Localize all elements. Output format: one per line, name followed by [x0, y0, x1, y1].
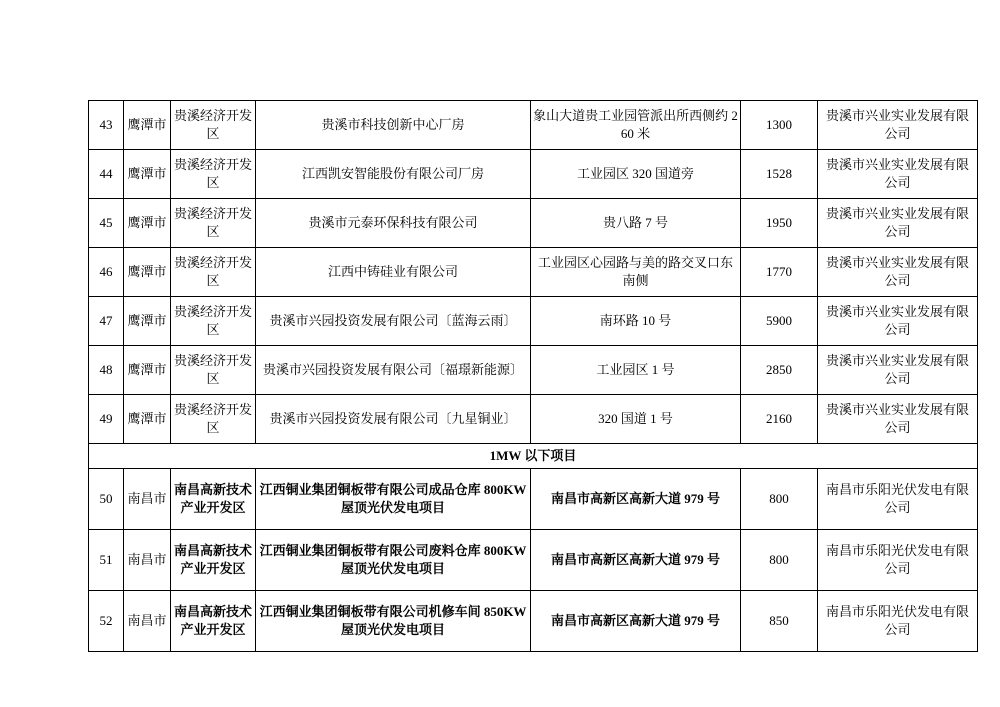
cell-zone: 贵溪经济开发区: [171, 101, 256, 150]
cell-company: 贵溪市兴业实业发展有限公司: [818, 297, 978, 346]
table-row: [89, 248, 978, 297]
table-row: [89, 529, 978, 590]
cell-city: 鹰潭市: [124, 101, 171, 150]
cell-capacity: 850: [741, 590, 818, 651]
cell-project-name: 江西凯安智能股份有限公司厂房: [256, 150, 531, 199]
cell-capacity: 2160: [741, 395, 818, 444]
table-row: [89, 468, 978, 529]
table-row: [89, 199, 978, 248]
cell-zone: 南昌高新技术产业开发区: [171, 468, 256, 529]
section-header-label: 1MW 以下项目: [89, 444, 978, 469]
cell-project-name: 贵溪市科技创新中心厂房: [256, 101, 531, 150]
table-row: [89, 395, 978, 444]
cell-capacity: 2850: [741, 346, 818, 395]
cell-address: 南昌市高新区高新大道 979 号: [531, 529, 741, 590]
cell-zone: 贵溪经济开发区: [171, 395, 256, 444]
cell-city: 鹰潭市: [124, 395, 171, 444]
cell-company: 南昌市乐阳光伏发电有限公司: [818, 468, 978, 529]
cell-project-name: 贵溪市兴园投资发展有限公司〔蓝海云雨〕: [256, 297, 531, 346]
cell-zone: 贵溪经济开发区: [171, 248, 256, 297]
cell-project-name: 贵溪市元泰环保科技有限公司: [256, 199, 531, 248]
cell-no: 45: [89, 199, 124, 248]
cell-capacity: 5900: [741, 297, 818, 346]
cell-address: 工业园区 1 号: [531, 346, 741, 395]
cell-project-name: 贵溪市兴园投资发展有限公司〔九星铜业〕: [256, 395, 531, 444]
cell-no: 50: [89, 468, 124, 529]
cell-company: 南昌市乐阳光伏发电有限公司: [818, 529, 978, 590]
cell-city: 南昌市: [124, 468, 171, 529]
cell-city: 鹰潭市: [124, 297, 171, 346]
cell-project-name: 贵溪市兴园投资发展有限公司〔福璟新能源〕: [256, 346, 531, 395]
cell-address: 南昌市高新区高新大道 979 号: [531, 468, 741, 529]
cell-company: 贵溪市兴业实业发展有限公司: [818, 101, 978, 150]
cell-project-name: 江西铜业集团铜板带有限公司机修车间 850KW 屋顶光伏发电项目: [256, 590, 531, 651]
cell-no: 44: [89, 150, 124, 199]
cell-no: 52: [89, 590, 124, 651]
cell-capacity: 800: [741, 468, 818, 529]
table-row: [89, 150, 978, 199]
cell-zone: 贵溪经济开发区: [171, 199, 256, 248]
cell-no: 51: [89, 529, 124, 590]
cell-address: 象山大道贵工业园管派出所西侧约 260 米: [531, 101, 741, 150]
cell-no: 43: [89, 101, 124, 150]
project-table-container: [88, 100, 969, 652]
cell-address: 南昌市高新区高新大道 979 号: [531, 590, 741, 651]
cell-project-name: 江西中铸硅业有限公司: [256, 248, 531, 297]
cell-no: 46: [89, 248, 124, 297]
cell-zone: 南昌高新技术产业开发区: [171, 529, 256, 590]
table-row: [89, 297, 978, 346]
section-header-row: [89, 444, 978, 469]
cell-city: 鹰潭市: [124, 150, 171, 199]
cell-company: 贵溪市兴业实业发展有限公司: [818, 150, 978, 199]
table-row: [89, 346, 978, 395]
cell-city: 南昌市: [124, 529, 171, 590]
cell-city: 鹰潭市: [124, 199, 171, 248]
table-row: [89, 101, 978, 150]
cell-no: 49: [89, 395, 124, 444]
cell-company: 贵溪市兴业实业发展有限公司: [818, 248, 978, 297]
cell-address: 贵八路 7 号: [531, 199, 741, 248]
cell-capacity: 800: [741, 529, 818, 590]
cell-zone: 贵溪经济开发区: [171, 150, 256, 199]
cell-city: 鹰潭市: [124, 248, 171, 297]
cell-no: 48: [89, 346, 124, 395]
cell-zone: 贵溪经济开发区: [171, 346, 256, 395]
cell-capacity: 1300: [741, 101, 818, 150]
cell-project-name: 江西铜业集团铜板带有限公司成品仓库 800KW 屋顶光伏发电项目: [256, 468, 531, 529]
cell-zone: 贵溪经济开发区: [171, 297, 256, 346]
cell-capacity: 1770: [741, 248, 818, 297]
cell-project-name: 江西铜业集团铜板带有限公司废料仓库 800KW 屋顶光伏发电项目: [256, 529, 531, 590]
cell-address: 南环路 10 号: [531, 297, 741, 346]
cell-city: 鹰潭市: [124, 346, 171, 395]
cell-company: 贵溪市兴业实业发展有限公司: [818, 395, 978, 444]
cell-company: 南昌市乐阳光伏发电有限公司: [818, 590, 978, 651]
cell-address: 320 国道 1 号: [531, 395, 741, 444]
cell-company: 贵溪市兴业实业发展有限公司: [818, 346, 978, 395]
cell-address: 工业园区心园路与美的路交叉口东南侧: [531, 248, 741, 297]
project-table: [88, 100, 978, 652]
table-row: [89, 590, 978, 651]
cell-no: 47: [89, 297, 124, 346]
cell-city: 南昌市: [124, 590, 171, 651]
cell-zone: 南昌高新技术产业开发区: [171, 590, 256, 651]
cell-capacity: 1950: [741, 199, 818, 248]
cell-capacity: 1528: [741, 150, 818, 199]
cell-address: 工业园区 320 国道旁: [531, 150, 741, 199]
cell-company: 贵溪市兴业实业发展有限公司: [818, 199, 978, 248]
